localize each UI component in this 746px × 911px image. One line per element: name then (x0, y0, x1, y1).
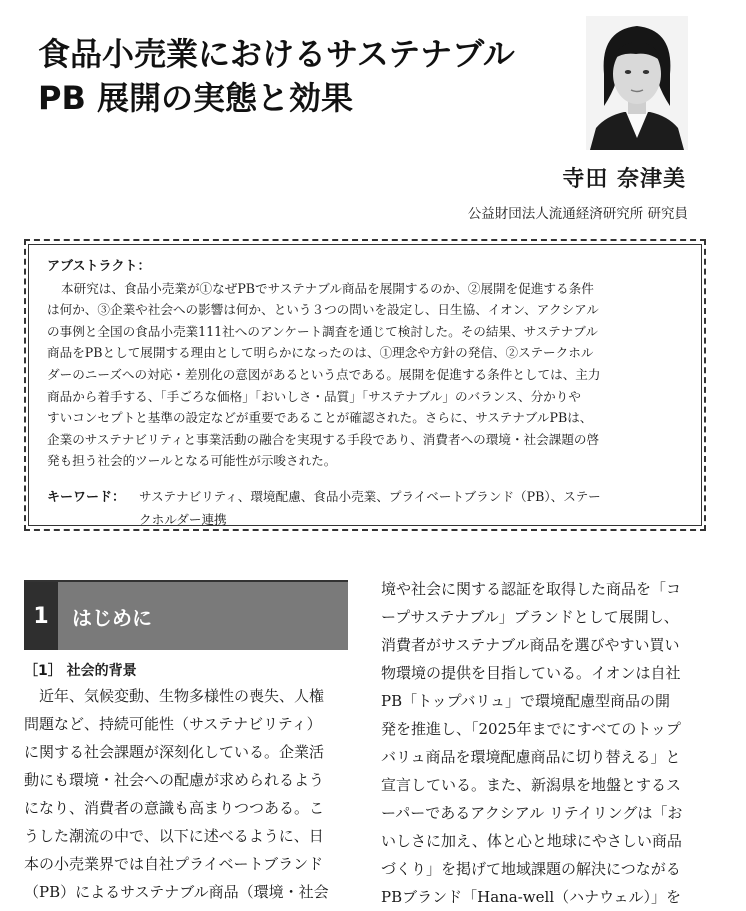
body-line: うした潮流の中で、以下に述べるように、日 (24, 827, 324, 845)
author-name: 寺田 奈津美 (562, 167, 686, 192)
abstract-line: ダーのニーズへの対応・差別化の意図があるという点である。展開を促進する条件としては、主力 (47, 366, 601, 382)
title-line-2: PB 展開の実態と効果 (38, 79, 353, 117)
title-line-1: 食品小売業におけるサステナブル (38, 35, 515, 73)
section-number: 1 (24, 582, 58, 650)
body-line: 物環境の提供を目指している。イオンは自社 (381, 664, 681, 682)
body-line: 問題など、持続可能性（サステナビリティ） (24, 715, 322, 733)
body-column-left (24, 682, 329, 906)
body-line: 近年、気候変動、生物多様性の喪失、人権 (39, 687, 325, 705)
abstract-line: は何か、③企業や社会への影響は何か、という３つの問いを設定し、日生協、イオン、アクシアル (47, 302, 599, 318)
author-photo (586, 16, 688, 150)
body-line: に関する社会課題が深刻化している。企業活 (24, 743, 325, 761)
abstract-line: 商品をPBとして展開する理由として明らかになったのは、①理念や方針の発信、②ステークホル (47, 345, 594, 361)
body-line: 動にも環境・社会への配慮が求められるよう (24, 771, 325, 789)
body-line: づくり」を掲げて地域課題の解決につながる (381, 860, 681, 878)
body-line: 発を推進し、「2025年までにすべてのトップ (381, 720, 681, 738)
body-line: 消費者がサステナブル商品を選びやすい買い (381, 636, 680, 654)
section-header (24, 580, 348, 652)
body-line: 境や社会に関する認証を取得した商品を「コ (381, 580, 682, 598)
keywords-text: サステナビリティ、環境配慮、食品小売業、プライベートブランド（PB）、ステー (139, 488, 601, 504)
body-line: いしさに加え、体と心と地球にやさしい商品 (381, 832, 682, 850)
keywords-text-continued: クホルダー連携 (139, 511, 227, 527)
author-affiliation: 公益財団法人流通経済研究所 研究員 (467, 206, 688, 222)
section-title: はじめに (58, 582, 348, 650)
abstract-line: 企業のサステナビリティと事業活動の融合を実現する手段であり、消費者への環境・社会課題の啓 (47, 431, 600, 447)
body-column-right (381, 575, 682, 911)
body-line: 本の小売業界では自社プライベートブランド (24, 855, 324, 873)
subsection-heading: ［1］ 社会的背景 (24, 663, 137, 679)
body-line: バリュ商品を環境配慮商品に切り替える」と (381, 748, 681, 766)
body-line: （PB）によるサステナブル商品（環境・社会 (24, 883, 329, 901)
abstract-line: 本研究は、食品小売業が①なぜPBでサステナブル商品を展開するのか、②展開を促進する条件 (61, 280, 594, 296)
abstract-heading: アブストラクト： (47, 259, 151, 274)
abstract-line: 発も担う社会的ツールとなる可能性が示唆された。 (47, 453, 337, 469)
body-line: ープサステナブル」ブランドとして展開し、 (381, 608, 679, 626)
body-line: になり、消費者の意識も高まりつつある。こ (24, 799, 325, 817)
abstract-panel (28, 244, 702, 526)
article-title (38, 32, 515, 120)
keywords (47, 486, 687, 509)
body-line: PB「トップバリュ」で環境配慮型商品の開 (381, 692, 671, 710)
body-line: ーパーであるアクシアル リテイリングは「お (381, 804, 683, 822)
body-line: PBブランド「Hana-well（ハナウェル）」を (381, 888, 682, 906)
abstract-line: 商品から着手する、「手ごろな価格」「おいしさ・品質」「サステナブル」のバランス、分かりや (47, 388, 581, 404)
abstract-line: すいコンセプトと基準の設定などが重要であることが確認された。さらに、サステナブルPBは、 (47, 410, 593, 426)
keywords-label: キーワード： (47, 489, 126, 505)
abstract-line: の事例と全国の食品小売業111社へのアンケート調査を通じて検討した。その結果、サステナブル (47, 323, 598, 339)
body-line: 宣言している。また、新潟県を地盤とするス (381, 776, 682, 794)
